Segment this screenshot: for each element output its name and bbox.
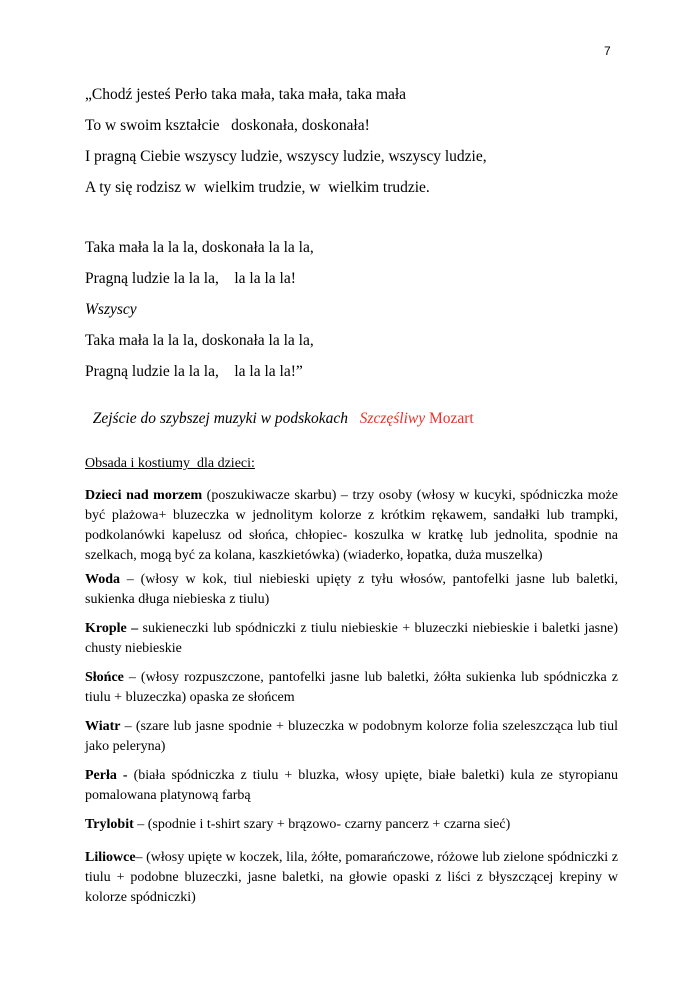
cast-entry <box>85 766 618 806</box>
song-verse-line: I pragną Ciebie wszyscy ludzie, wszyscy ludzie, wszyscy ludzie, <box>85 148 487 165</box>
cast-entry-name: Wiatr <box>85 719 121 734</box>
cast-entry-text: – (szare lub jasne spodnie + bluzeczka w podobnym kolorze folia szeleszcząca lub tiul jako peleryna) <box>85 719 618 754</box>
cast-entry-text: – (włosy upięte w koczek, lila, żółte, pomarańczowe, różowe lub zielone spódniczki z tiulu + podobne bluzeczki, jasne baletki, na głowie opaski z liści z błyszczącej krepiny w kolorze spódniczki) <box>85 850 618 905</box>
song-chorus-line: Pragną ludzie la la la, la la la la!” <box>85 363 303 380</box>
cast-entry-text: (biała spódniczka z tiulu + bluzka, włosy upięte, białe baletki) kula ze styropianu pomalowana platynową farbą <box>85 768 619 803</box>
cast-entry-name: Liliowce <box>85 850 136 865</box>
exit-direction <box>85 395 474 426</box>
exit-direction-text: Zejście do szybszej muzyki w podskokach <box>92 409 349 427</box>
song-chorus-line: Pragną ludzie la la la, la la la la! <box>85 270 296 287</box>
cast-entry-name: Woda <box>85 572 121 587</box>
song-chorus-line: Taka mała la la la, doskonała la la la, <box>85 332 314 349</box>
cast-entry <box>85 717 618 757</box>
song-verse-line: To w swoim kształcie doskonała, doskonała! <box>85 117 370 134</box>
cast-entry-text: sukieneczki lub spódniczki z tiulu niebieskie + bluzeczki niebieskie i baletki jasne) chusty niebieskie <box>85 621 618 656</box>
cast-entry <box>85 815 618 835</box>
song-verse-line: „Chodź jesteś Perło taka mała, taka mała, taka mała <box>85 86 407 103</box>
cast-entry-text: – (spodnie i t-shirt szary + brązowo- czarny pancerz + czarna sieć) <box>133 817 511 832</box>
cast-entry-text: (poszukiwacze skarbu) – trzy osoby (włosy w kucyki, spódniczka może być plażowa+ bluzeczka w jednolitym kolorze z krótkim rękawem, sandałki lub trampki, podkolanówki kapelusz od słońca, chłopiec- koszulka w kratkę lub jednolita, spodnie na szelkach, mogą być za kolana, kaszkietówka) (wiaderko, łopatka, duża muszelka) <box>85 488 618 563</box>
music-title: Szczęśliwy <box>359 409 426 427</box>
all-sing-label: Wszyscy <box>85 301 137 318</box>
cast-entry-name: Krople – <box>85 621 139 636</box>
song-chorus-line: Taka mała la la la, doskonała la la la, <box>85 239 314 256</box>
cast-entry <box>85 570 618 610</box>
cast-entry <box>85 848 618 908</box>
page-number: 7 <box>604 44 611 58</box>
cast-entry-text: – (włosy rozpuszczone, pantofelki jasne lub baletki, żółta sukienka lub spódniczka z tiulu + bluzeczka) opaska ze słońcem <box>85 670 618 705</box>
cast-entry-name: Trylobit <box>85 817 134 832</box>
cast-entry-name: Dzieci nad morzem <box>85 488 203 503</box>
music-composer: Mozart <box>428 409 474 427</box>
cast-entry <box>85 486 618 566</box>
cast-entry-name: Perła - <box>85 768 128 783</box>
cast-heading: Obsada i kostiumy dla dzieci: <box>85 456 255 471</box>
cast-entry-text: – (włosy w kok, tiul niebieski upięty z tyłu włosów, pantofelki jasne lub baletki, sukienka długa niebieska z tiulu) <box>85 572 618 607</box>
song-verse-line: A ty się rodzisz w wielkim trudzie, w wielkim trudzie. <box>85 179 430 196</box>
cast-entry <box>85 668 618 708</box>
cast-entry <box>85 619 618 659</box>
cast-entry-name: Słońce <box>85 670 124 685</box>
